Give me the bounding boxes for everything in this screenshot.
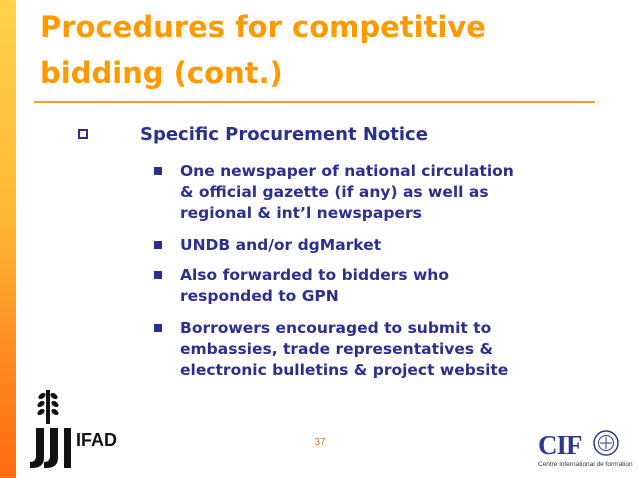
title-divider [34,101,595,103]
cif-logo-subtitle: Centre international de formation [538,461,633,468]
title-line-2: bidding (cont.) [40,56,283,90]
bullet-text-line: responded to GPN [180,287,339,305]
cif-logo-text: CIF [538,430,582,460]
page-number: 37 [314,437,326,448]
bullet-level2-text [180,161,610,224]
bullet-level2-text [180,235,610,256]
bullet-level1-text: Specific Procurement Notice [140,124,428,145]
square-bullet-icon [154,241,162,249]
bullet-text-line: embassies, trade representatives & [180,340,494,358]
bullet-text-line: UNDB and/or dgMarket [180,236,382,254]
bullet-level2-text [180,318,610,381]
bullet-text-line: electronic bulletins & project website [180,361,509,379]
bullet-text-line: Borrowers encouraged to submit to [180,319,492,337]
title-line-1: Procedures for competitive [40,10,486,44]
bullet-text-line: regional & int’l newspapers [180,204,422,222]
bullet-text-line: Also forwarded to bidders who [180,266,449,284]
hollow-square-bullet-icon [78,129,88,139]
square-bullet-icon [154,167,162,175]
bullet-text-line: & official gazette (if any) as well as [180,183,489,201]
slide-title [40,4,620,96]
left-accent-bar [0,0,16,478]
ifad-logo-text: IFAD [76,430,118,450]
square-bullet-icon [154,324,162,332]
bullet-level2-text [180,265,610,307]
square-bullet-icon [154,271,162,279]
bullet-text-line: One newspaper of national circulation [180,162,514,180]
